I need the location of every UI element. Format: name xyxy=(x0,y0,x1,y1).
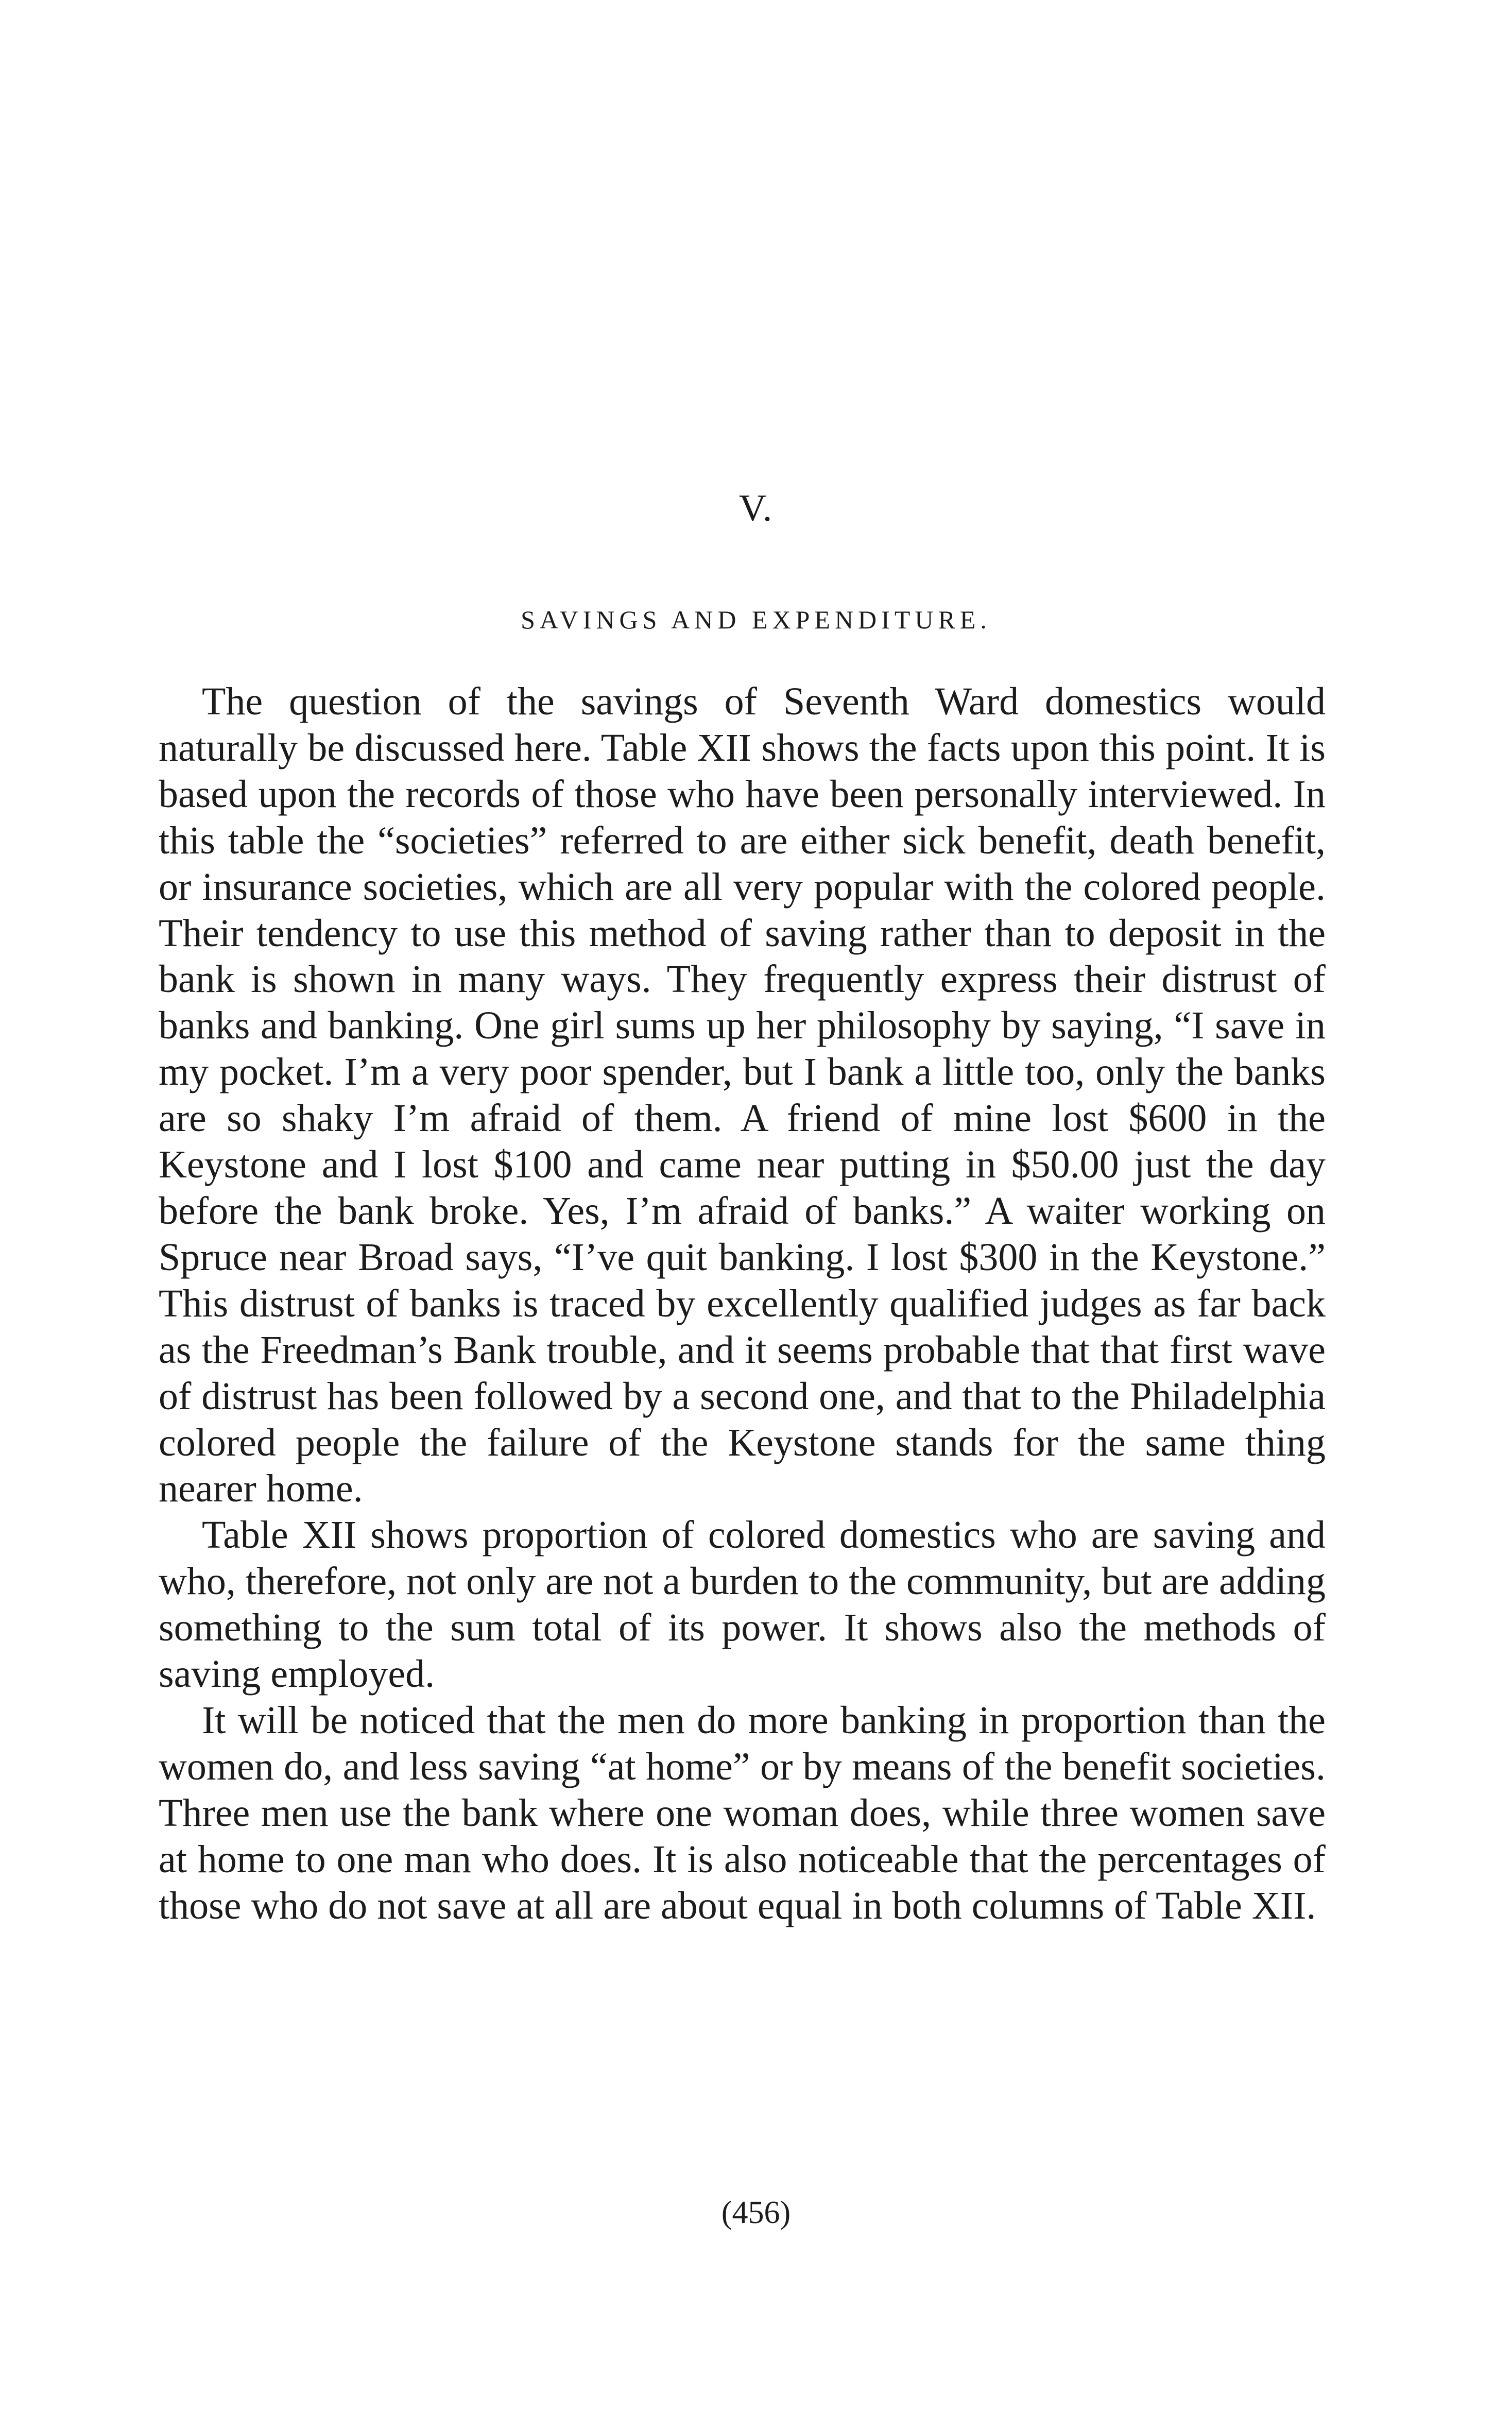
section-heading: SAVINGS AND EXPENDITURE. xyxy=(521,605,991,634)
paragraph-table-xii-proportion: Table XII shows proportion of colored domestics who are saving and who, therefore, not only are not a burden to the community, but are adding something to the sum total of its power. It shows also the methods of saving employed. xyxy=(159,1513,1326,1696)
page-number: (456) xyxy=(721,2195,791,2230)
paragraph-men-women-comparison: It will be noticed that the men do more banking in proportion than the women do, and less saving “at home” or by means of the benefit societies. Three men use the bank where one woman does, while three women save at home to one man who does. It is also noticeable that the percentages of those who do not save at all are about equal in both columns of Table XII. xyxy=(159,1698,1326,1927)
paragraph-savings-question: The question of the savings of Seventh Ward domestics would naturally be discussed here. Table XII shows the facts upon this point. It is based upon the records of those who have been personally interviewed. In this table the “societies” referred to are either sick benefit, death benefit, or insurance societies, which are all very popular with the colored people. Their tendency to use this method of saving rather than to deposit in the bank is shown in many ways. They frequently express their distrust of banks and banking. One girl sums up her philosophy by saying, “I save in my pocket. I’m a very poor spender, but I bank a little too, only the banks are so shaky I’m afraid of them. A friend of mine lost $600 in the Keystone and I lost $100 and came near putting in $50.00 just the day before the bank broke. Yes, I’m afraid of banks.” A waiter working on Spruce near Broad says, “I’ve quit banking. I lost $300 in the Keystone.” This distrust of banks is traced by excellently qualified judges as far back as the Freedman’s Bank trouble, and it seems probable that that first wave of distrust has been followed by a second one, and that to the Philadelphia colored people the failure of the Keystone stands for the same thing nearer home. xyxy=(159,680,1326,1511)
body-text xyxy=(159,679,1326,1929)
chapter-numeral: V. xyxy=(738,487,774,529)
